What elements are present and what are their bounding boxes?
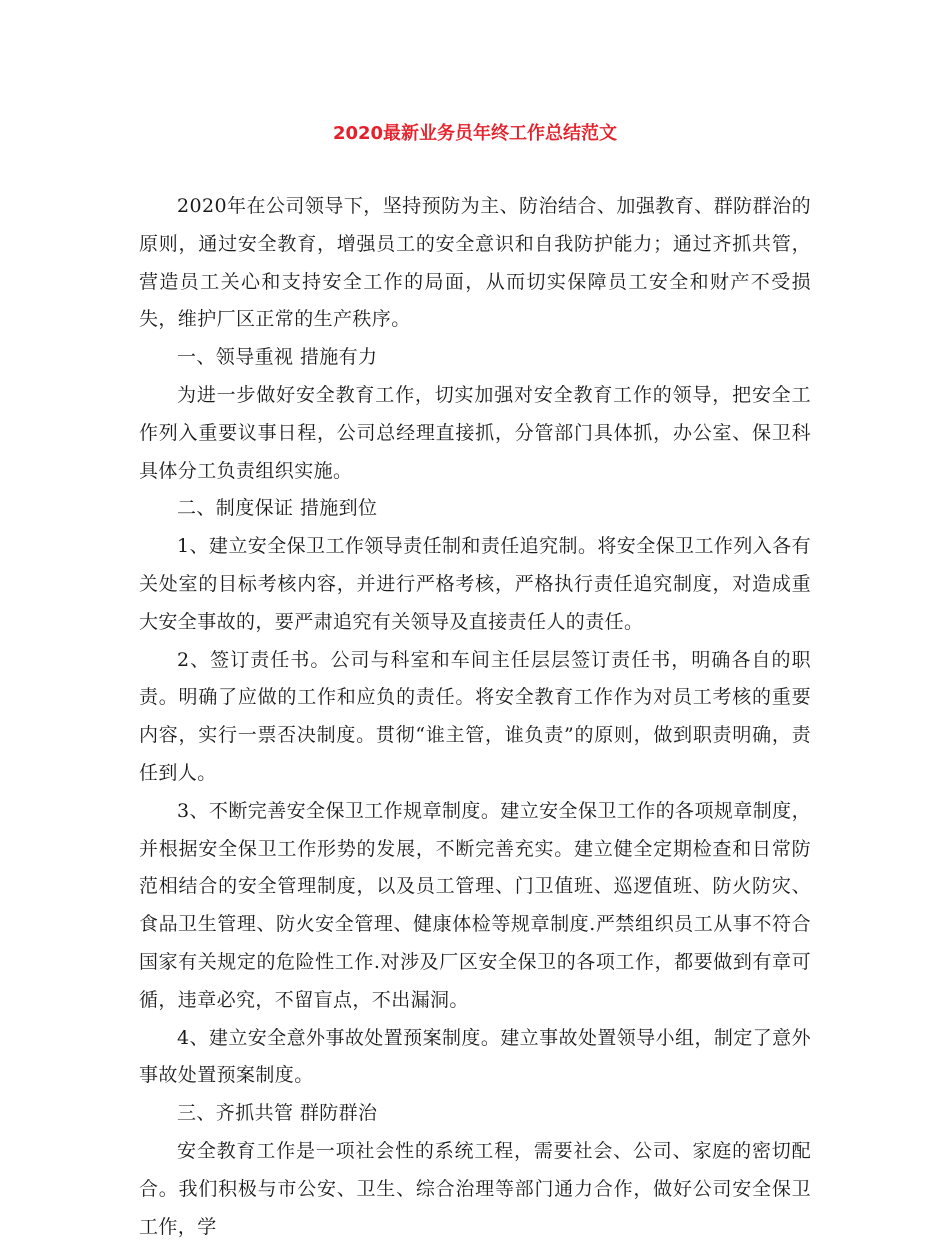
document-title: 2020最新业务员年终工作总结范文 <box>332 123 618 144</box>
section-heading-1: 一、领导重视 措施有力 <box>177 346 378 369</box>
section-heading-3: 三、齐抓共管 群防群治 <box>177 1102 378 1125</box>
document-body <box>139 188 811 1246</box>
paragraph-item-3: 3、不断完善安全保卫工作规章制度。建立安全保卫工作的各项规章制度，并根据安全保卫工作形势的发展，不断完善充实。建立健全定期检查和日常防范相结合的安全管理制度，以及员工管理、门卫值班、巡逻值班、防火防灾、食品卫生管理、防火安全管理、健康体检等规章制度.严禁组织员工从事不符合国家有关规定的危险性工作.对涉及厂区安全保卫的各项工作，都要做到有章可循，违章必究，不留盲点，不出漏洞。 <box>139 799 811 1011</box>
paragraph-item-1: 1、建立安全保卫工作领导责任制和责任追究制。将安全保卫工作列入各有关处室的目标考核内容，并进行严格考核，严格执行责任追究制度，对造成重大安全事故的，要严肃追究有关领导及直接责任人的责任。 <box>139 535 811 633</box>
paragraph-intro: 2020年在公司领导下，坚持预防为主、防治结合、加强教育、群防群治的原则，通过安全教育，增强员工的安全意识和自我防护能力；通过齐抓共管，营造员工关心和支持安全工作的局面，从而切实保障员工安全和财产不受损失，维护厂区正常的生产秩序。 <box>139 195 811 331</box>
paragraph-section-3: 安全教育工作是一项社会性的系统工程，需要社会、公司、家庭的密切配合。我们积极与市公安、卫生、综合治理等部门通力合作，做好公司安全保卫工作，学 <box>139 1139 811 1238</box>
section-heading-2: 二、制度保证 措施到位 <box>177 497 378 520</box>
paragraph-section-1: 为进一步做好安全教育工作，切实加强对安全教育工作的领导，把安全工作列入重要议事日程，公司总经理直接抓，分管部门具体抓，办公室、保卫科具体分工负责组织实施。 <box>139 383 811 482</box>
paragraph-item-4: 4、建立安全意外事故处置预案制度。建立事故处置领导小组，制定了意外事故处置预案制度。 <box>139 1026 811 1087</box>
paragraph-item-2: 2、签订责任书。公司与科室和车间主任层层签订责任书，明确各自的职责。明确了应做的工作和应负的责任。将安全教育工作作为对员工考核的重要内容，实行一票否决制度。贯彻“谁主管，谁负责”的原则，做到职责明确，责任到人。 <box>139 648 811 784</box>
